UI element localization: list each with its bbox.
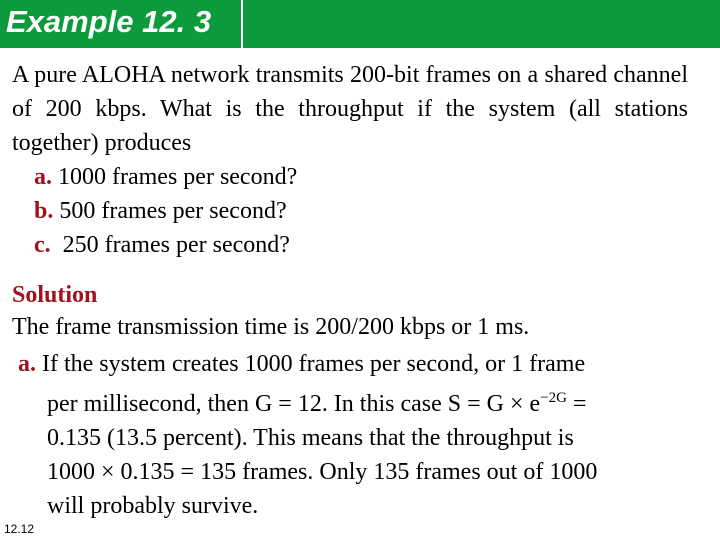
solution-a-letter: a. xyxy=(18,351,36,377)
question-text: 250 frames per second? xyxy=(62,232,290,258)
question-letter: c. xyxy=(34,232,51,258)
solution-heading: Solution xyxy=(12,282,98,308)
question-text: 1000 frames per second? xyxy=(58,164,298,190)
solution-a-text-1: If the system creates 1000 frames per second, or 1 frame xyxy=(42,351,586,377)
problem-text: A pure ALOHA network transmits 200-bit frames on a shared channel of 200 kbps. What is the throughput if the system (all stations together) produces xyxy=(12,62,688,156)
solution-a-line-2 xyxy=(47,381,698,421)
solution-a-text-2: per millisecond, then G = 12. In this case S = G × e xyxy=(47,391,541,417)
solution-a-line-3: 0.135 (13.5 percent). This means that the throughput is xyxy=(47,425,574,451)
question-letter: a. xyxy=(34,164,52,190)
question-item-c xyxy=(34,228,688,262)
slide-number: 12.12 xyxy=(4,522,35,536)
slide-title: Example 12. 3 xyxy=(6,4,212,39)
question-text: 500 frames per second? xyxy=(59,198,287,224)
solution-line-1: The frame transmission time is 200/200 kbps or 1 ms. xyxy=(12,314,530,340)
solution-part-a xyxy=(18,347,698,523)
question-letter: b. xyxy=(34,198,54,224)
solution-a-line-4: 1000 × 0.135 = 135 frames. Only 135 frames out of 1000 xyxy=(47,459,598,485)
solution-a-line-5: will probably survive. xyxy=(47,493,259,519)
solution-a-equals: = xyxy=(572,391,587,417)
title-box xyxy=(0,0,243,48)
problem-statement xyxy=(12,58,688,262)
question-item-a xyxy=(34,160,688,194)
exponent: −2G xyxy=(540,390,567,406)
question-item-b xyxy=(34,194,688,228)
solution-a-line-1 xyxy=(18,347,698,381)
